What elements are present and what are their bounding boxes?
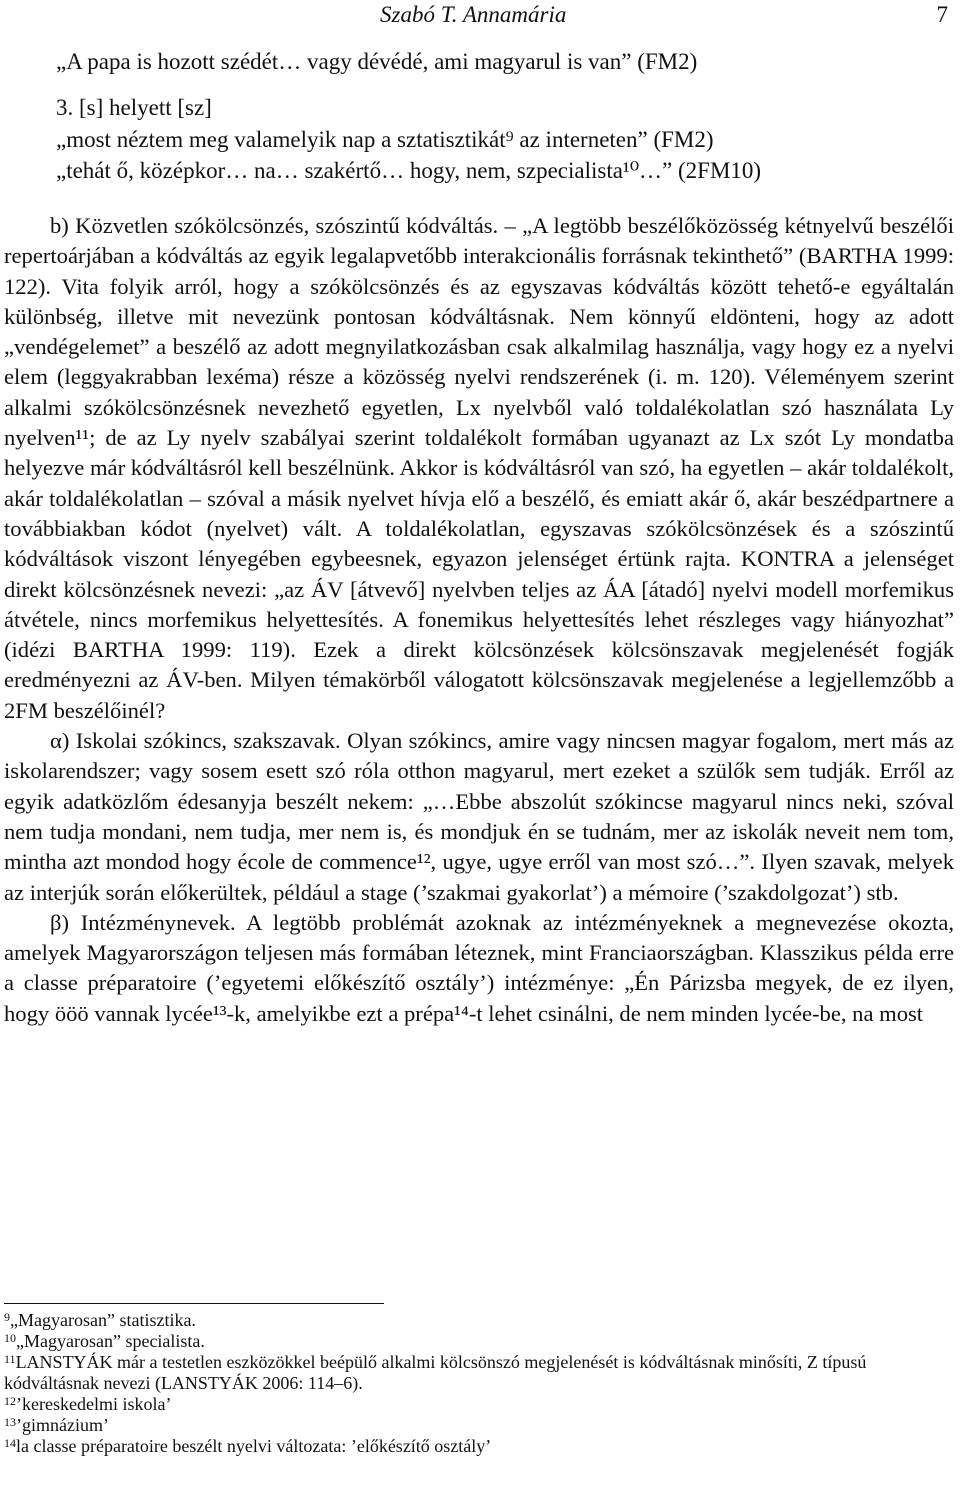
example-line-4 [56,157,761,185]
footnote-9 [4,1310,954,1331]
footnote-text: ’kereskedelmi iskola’ [16,1394,172,1414]
footnote-text: LANSTYÁK már a testetlen eszközökkel beépülő alkalmi kölcsönszó megjelenését is kódváltásnak minősíti, Z típusú kódváltásnak nevezi (LANSTYÁK 2006: 114–6). [4,1352,867,1393]
example-line-3 [56,126,714,154]
footnotes [4,1310,954,1457]
footnote-text: „Magyarosan” specialista. [16,1331,205,1351]
footnote-number: 13 [4,1415,16,1429]
footnote-separator [4,1303,384,1304]
example-text: „A papa is hozott szédét… vagy dévédé, ami magyarul is van” (FM2) [56,49,698,74]
header-author: Szabó T. Annamária [380,2,567,27]
footnote-text: „Magyarosan” statisztika. [10,1310,196,1330]
footnote-14 [4,1436,954,1457]
example-line-1 [56,48,697,76]
footnote-11 [4,1352,954,1394]
example-line-2 [56,94,212,122]
body-text [4,211,954,1029]
footnote-number: 9 [4,1310,10,1324]
footnote-10 [4,1331,954,1352]
footnote-13 [4,1415,954,1436]
footnote-number: 10 [4,1331,16,1345]
running-header [0,0,960,34]
page-number: 7 [936,2,948,27]
paragraph-alpha: α) Iskolai szókincs, szakszavak. Olyan szókincs, amire vagy nincsen magyar fogalom, mert más az iskolarendszer; vagy sosem esett szó róla otthon magyarul, mert ezeket a szülők sem tudják. Erről az egyik adatközlőm édesanyja beszélt nekem: „…Ebbe abszolút szókincse magyarul nincs neki, szóval nem tudja mondani, nem tudja, mer nem is, és mondjuk én se tudnám, mer az iskolák neveit nem tom, mintha azt mondod hogy école de commence¹², ugye, ugye erről van most szó…”. Ilyen szavak, melyek az interjúk során előkerültek, például a stage (’szakmai gyakorlat’) a mémoire (’szakdolgozat’) stb. [4,728,954,905]
paragraph-b: b) Közvetlen szókölcsönzés, szószintű kódváltás. – „A legtöbb beszélőközösség kétnyelvű beszélői repertoárjában a kódváltás az egyik legalapvetőbb interakcionális forrásnak tekinthető” (BARTHA 1999: 122). Vita folyik arról, hogy a szókölcsönzés és az egyszavas kódváltás között tehető-e egyáltalán különbség, illetve mit nevezünk pontosan kódváltásnak. Nem könnyű eldönteni, hogy az adott „vendégelemet” a beszélő az adott megnyilatkozásban csak alkalmilag használja, vagy hogy ez a nyelvi elem (leggyakrabban lexéma) része a közösség nyelvi rendszerének (i. m. 120). Véleményem szerint alkalmi szókölcsönzésnek nevezhető egyetlen, Lx nyelvből való toldalékolatlan szó használata Ly nyelven¹¹; de az Ly nyelv szabályai szerint toldalékolt formában ugyanazt az Lx szót Ly mondatba helyezve már kódváltásról kell beszélnünk. Akkor is kódváltásról van szó, ha egyetlen – akár toldalékolt, akár toldalékolatlan – szóval a másik nyelvet hívja elő a beszélő, és emiatt akár ő, akár beszédpartnere a továbbiakban kódot (nyelvet) vált. A toldalékolatlan, egyszavas szókölcsönzések és a szószintű kódváltások viszont lényegében egybeesnek, egyazon jelenséget értünk rajta. KONTRA a jelenséget direkt kölcsönzésnek nevezi: „az ÁV [átvevő] nyelvben teljes az ÁA [átadó] nyelvi modell morfemikus átvétele, nincs morfemikus helyettesítés. A fonemikus helyettesítés lehet részleges vagy hiányozhat” (idézi BARTHA 1999: 119). Ezek a direkt kölcsönzések kölcsönszavak megjelenését fogják eredményezni az ÁV-ben. Milyen témakörből válogatott kölcsönszavak megjelenése a legjellemzőbb a 2FM beszélőinél? [4,213,954,723]
footnote-number: 14 [4,1436,16,1450]
footnote-text: ’gimnázium’ [16,1415,109,1435]
example-text: 3. [s] helyett [sz] [56,95,212,120]
paragraph-beta: β) Intézménynevek. A legtöbb problémát azoknak az intézményeknek a megnevezése okozta, amelyek Magyarországon teljesen más formában léteznek, mint Franciaországban. Klasszikus példa erre a classe préparatoire (’egyetemi előkészítő osztály’) intézménye: „Én Párizsba megyek, de ez ilyen, hogy ööö vannak lycée¹³-k, amelyikbe ezt a prépa¹⁴-t lehet csinálni, de nem minden lycée-be, na most [4,909,954,1026]
footnote-12 [4,1394,954,1415]
footnote-number: 12 [4,1394,16,1408]
footnote-text: la classe préparatoire beszélt nyelvi változata: ’előkészítő osztály’ [16,1436,492,1456]
example-text: „most néztem meg valamelyik nap a sztatisztikát⁹ az interneten” (FM2) [56,127,714,152]
example-text: „tehát ő, középkor… na… szakértő… hogy, nem, szpecialista¹⁰…” (2FM10) [56,158,762,183]
footnote-number: 11 [4,1352,16,1366]
